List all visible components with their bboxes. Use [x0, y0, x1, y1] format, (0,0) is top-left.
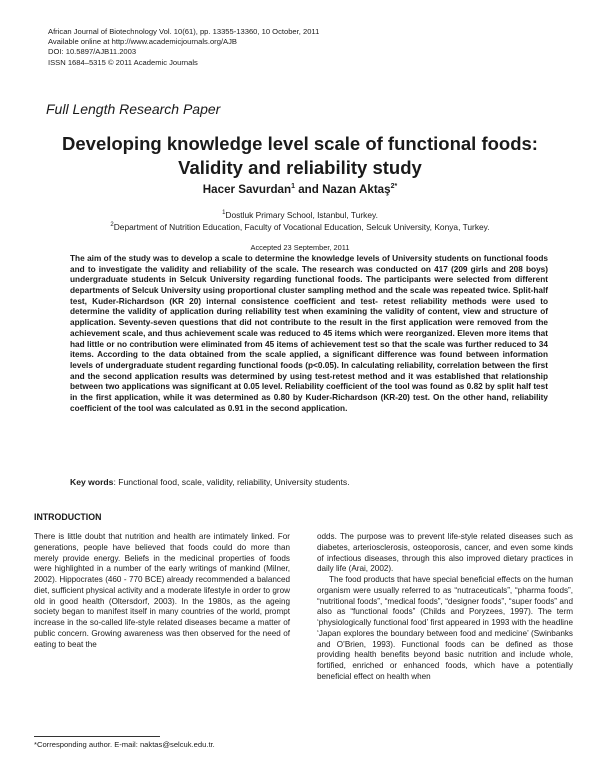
abstract: The aim of the study was to develop a scale to determine the knowledge levels of University students on functional foods and to investigate the validity and reliability of the scale. The research was conducted on 417 (209 girls and 208 boys) undergraduate students in Selcuk University regarding functional foods. The participants were selected from different departments of Selcuk University using proportional cluster sampling method and the scale was repeated twice. Split-half test, Kuder-Richardson (KR 20) internal consistence coefficient and test- retest reliability methods were used to determine the validity of application during reliability test when examining the validity of content, view and structure of application. Seventy-seven questions that did not contribute to the result in the first application were removed from the achievement scale, and thus achievement scale was reduced to 45 items which were reorganized. Eleven more items that had little or no contribution were eliminated from 45 items of achievement test so that the scale was further reduced to 34 items. According to the data obtained from the scale applied, a significant difference was found between information levels of undergraduate student regarding functional foods (p<0.05). In calculating reliability, correlation between the first and the second application results was determined by using test-retest method and it was established that relationship between two applications was significant at 0.05 level. Reliability coefficient of the tool was found as 0.82 by split half test in the first application, while it was determined as 0.80 by Kuder-Richardson (KR-20) test. On the other hand, reliability coefficient of the tool was calculated as 0.91 in the second application.: [70, 254, 548, 413]
introduction-heading: INTRODUCTION: [34, 512, 102, 522]
right-paragraph-1: odds. The purpose was to prevent life-style related diseases such as diabetes, arteriosclerosis, osteoporosis, cancer, and even some kinds of infectious diseases, through this also improved dietary practices in daily life (Arai, 2002).: [317, 532, 573, 574]
authors: [0, 183, 600, 196]
doi: DOI: 10.5897/AJB11.2003: [48, 47, 137, 57]
author-1: Hacer Savurdan: [202, 183, 292, 196]
right-paragraph-2: The food products that have special beneficial effects on the human organism were usually referred to as “nutraceuticals”, “pharma foods”, “nutritional foods”, “medical foods”, “designer foods”, “super foods” and also as “functional foods” (Childs and Poryzees, 1997). The term ‘physiologically functional food’ first appeared in 1993 with the headline ‘Japan explores the boundary between food and medicine’ (Swinbanks and O’Brien, 1993). Functional foods can be defined as those providing health benefits beyond basic nutrition and include whole, fortified, enriched or enhanced foods, which have a potentially beneficial effect on health when: [317, 575, 573, 681]
accepted-date: Accepted 23 September, 2011: [250, 243, 350, 252]
paper-type: Full Length Research Paper: [46, 101, 221, 117]
corresponding-author-footnote: *Corresponding author. E-mail: naktas@selcuk.edu.tr.: [34, 740, 215, 749]
affiliation-2-text: Department of Nutrition Education, Faculty of Vocational Education, Selcuk University, Konya, Turkey.: [113, 222, 490, 232]
affiliation-1: [0, 210, 600, 220]
affiliation-2-sup: 2: [110, 222, 114, 229]
footnote-rule: [34, 736, 160, 737]
paper-title: [40, 132, 560, 180]
journal-header: [48, 27, 319, 68]
title-line-1: Developing knowledge level scale of functional foods:: [62, 133, 538, 154]
affiliation-1-text: Dostluk Primary School, Istanbul, Turkey.: [225, 210, 378, 220]
right-column: [317, 532, 573, 683]
title-line-2: Validity and reliability study: [178, 157, 422, 178]
left-paragraph-1: There is little doubt that nutrition and health are intimately linked. For generations, people have believed that foods could do more than merely provide energy. Beliefs in the medicinal properties of foods were highlighted in a number of the early writings of mankind (Milner, 2002). Hippocrates (460 - 770 BCE) already recommended a balanced diet, sufficient physical activity and a moderate lifestyle in order to grow old in good health (Oltersdorf, 2003). In the 1980s, as the ageing society began to manifest itself in many countries of the world, prompt increase in the so-called life-style related diseases became a matter of public concern. Growing awareness was then observed for the need of eating to beat the: [34, 532, 290, 649]
author-2: Nazan Aktaş: [322, 183, 391, 196]
issn: ISSN 1684–5315 © 2011 Academic Journals: [48, 57, 198, 67]
author-1-sup: 1: [291, 183, 295, 191]
keywords-label: Key words: [70, 477, 114, 487]
left-column: [34, 532, 290, 650]
journal-citation: African Journal of Biotechnology Vol. 10(61), pp. 13355-13360, 10 October, 2011: [48, 27, 320, 36]
affiliation-2: [0, 222, 600, 232]
author-2-sup: 2*: [390, 183, 398, 191]
keywords-text: : Functional food, scale, validity, reliability, University students.: [113, 477, 350, 487]
journal-url: Available online at http://www.academicjournals.org/AJB: [48, 37, 237, 47]
affiliation-1-sup: 1: [222, 210, 226, 217]
keywords: [70, 477, 548, 487]
author-and: and: [295, 183, 323, 196]
